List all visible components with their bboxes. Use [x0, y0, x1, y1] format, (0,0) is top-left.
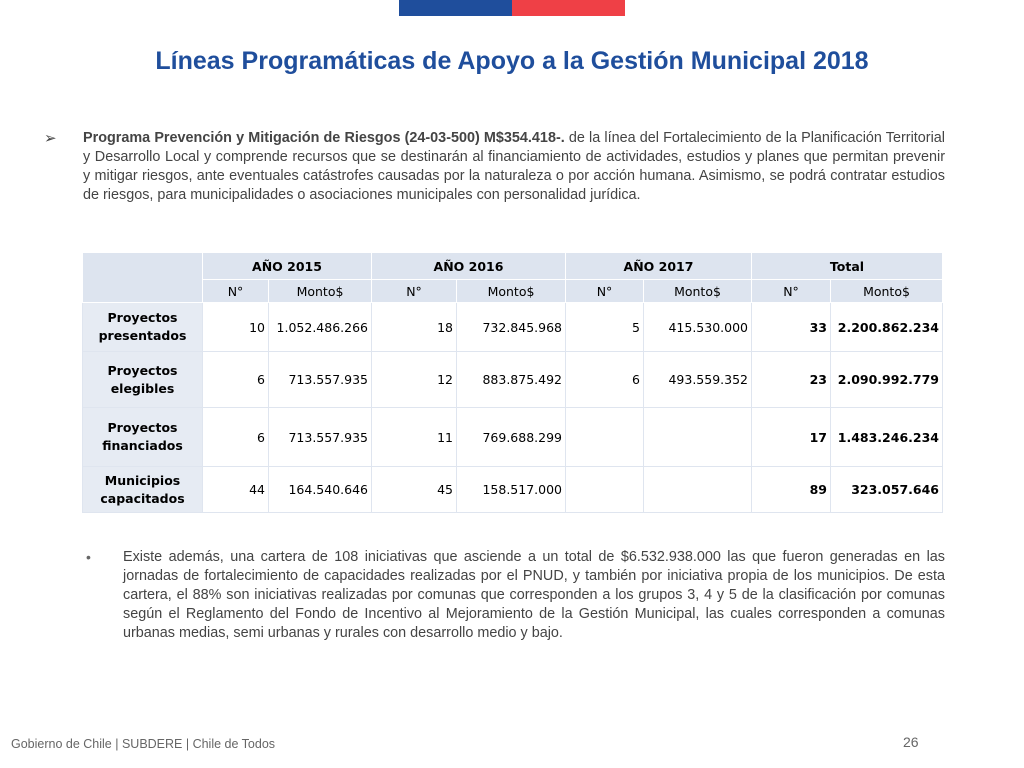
row-label: Proyectos presentados	[83, 303, 203, 352]
table-header-years	[83, 253, 943, 280]
program-description: de la línea del Fortalecimiento de la Planificación Territorial y Desarrollo Local y comprende recursos que se destinarán al financiamiento de actividades, estudios y planes que permitan prevenir y mitigar riesgos, ante eventuales catástrofes causadas por la naturaleza o por acción humana. Asimismo, se podrá contratar estudios de riesgos, para municipalidades o asociaciones municipales con personalidad jurídica.	[83, 130, 945, 203]
dot-bullet-icon: •	[86, 549, 91, 565]
table-cell-total: 2.090.992.779	[831, 352, 943, 408]
flag-bar-red	[512, 0, 625, 16]
table-cell: 5	[566, 303, 644, 352]
slide-title: Líneas Programáticas de Apoyo a la Gestión Municipal 2018	[155, 47, 869, 75]
table-cell: 713.557.935	[269, 408, 372, 467]
row-label: Proyectos financiados	[83, 408, 203, 467]
program-name: Programa Prevención y Mitigación de Riesgos (24-03-500) M$354.418-.	[83, 130, 565, 146]
table-row	[83, 303, 943, 352]
subheader-n: N°	[203, 280, 269, 303]
row-label: Municipios capacitados	[83, 467, 203, 513]
table-cell: 769.688.299	[457, 408, 566, 467]
arrow-bullet-icon: ➢	[44, 130, 57, 147]
table-cell: 45	[372, 467, 457, 513]
flag-bar-blue	[399, 0, 512, 16]
table-cell: 732.845.968	[457, 303, 566, 352]
table-cell: 493.559.352	[644, 352, 752, 408]
table-cell: 12	[372, 352, 457, 408]
table-cell	[566, 467, 644, 513]
table-cell-total: 89	[752, 467, 831, 513]
subheader-n: N°	[566, 280, 644, 303]
portfolio-paragraph: Existe además, una cartera de 108 iniciativas que asciende a un total de $6.532.938.000 las que fueron generadas en las jornadas de fortalecimiento de capacidades realizadas por el PNUD, y también por iniciativa propia de los municipios. De esta cartera, el 88% son iniciativas realizadas por comunas que corresponden a los grupos 3, 4 y 5 de la clasificación por comunas según el Reglamento del Fondo de Incentivo al Mejoramiento de la Gestión Municipal, las cuales corresponden a comunas urbanas medias, semi urbanas y rurales con desarrollo medio y bajo.	[123, 549, 945, 641]
subheader-monto: Monto$	[269, 280, 372, 303]
subheader-n: N°	[752, 280, 831, 303]
table-cell: 164.540.646	[269, 467, 372, 513]
subheader-monto: Monto$	[644, 280, 752, 303]
table-row	[83, 408, 943, 467]
table-cell: 883.875.492	[457, 352, 566, 408]
header-total: Total	[752, 253, 943, 280]
table-cell-total: 17	[752, 408, 831, 467]
table-cell: 6	[203, 352, 269, 408]
table-cell-total: 2.200.862.234	[831, 303, 943, 352]
table-header-subcolumns	[83, 280, 943, 303]
table-cell: 415.530.000	[644, 303, 752, 352]
table-cell-total: 323.057.646	[831, 467, 943, 513]
row-label: Proyectos elegibles	[83, 352, 203, 408]
header-year-2015: AÑO 2015	[203, 253, 372, 280]
table-cell	[566, 408, 644, 467]
subheader-n: N°	[372, 280, 457, 303]
table-cell	[644, 408, 752, 467]
table-cell: 11	[372, 408, 457, 467]
table-corner-cell	[83, 253, 203, 303]
table-cell: 18	[372, 303, 457, 352]
table-cell-total: 33	[752, 303, 831, 352]
table-cell-total: 1.483.246.234	[831, 408, 943, 467]
table-cell: 44	[203, 467, 269, 513]
table-cell: 1.052.486.266	[269, 303, 372, 352]
table-cell: 10	[203, 303, 269, 352]
table-cell: 713.557.935	[269, 352, 372, 408]
footer-text: Gobierno de Chile | SUBDERE | Chile de Todos	[11, 737, 276, 751]
table-cell: 6	[566, 352, 644, 408]
table-cell-total: 23	[752, 352, 831, 408]
header-year-2017: AÑO 2017	[566, 253, 752, 280]
projects-table	[82, 252, 943, 513]
subheader-monto: Monto$	[457, 280, 566, 303]
subheader-monto: Monto$	[831, 280, 943, 303]
table-cell: 6	[203, 408, 269, 467]
page-number: 26	[903, 734, 919, 750]
header-year-2016: AÑO 2016	[372, 253, 566, 280]
table-cell	[644, 467, 752, 513]
table-row	[83, 352, 943, 408]
program-paragraph	[83, 129, 945, 205]
table-row	[83, 467, 943, 513]
table-cell: 158.517.000	[457, 467, 566, 513]
